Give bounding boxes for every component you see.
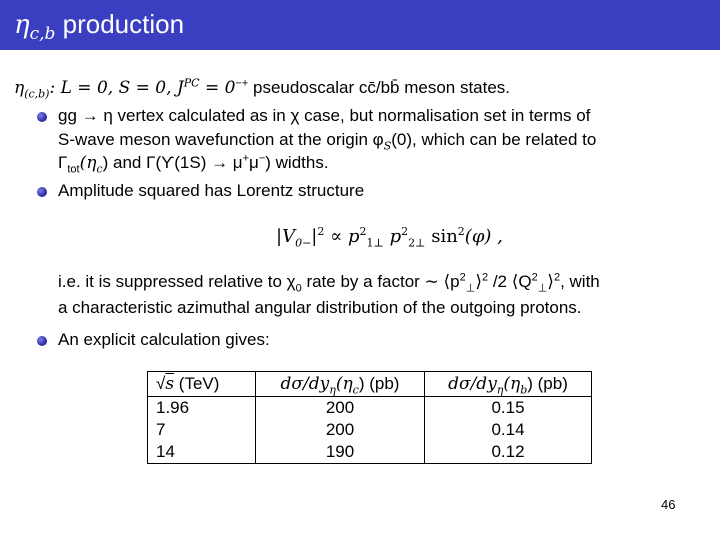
bullet-icon — [37, 336, 47, 346]
header-eta-b: $d\sigma/dy_\eta(\eta_b)$ (pb) — [425, 372, 592, 397]
header-eta-c: $d\sigma/dy_\eta(\eta_c)$ (pb) — [256, 372, 425, 397]
eta-c-cell: 200 — [256, 397, 425, 420]
suppression-line-1: i.e. it is suppressed relative to $\chi_0$ rate by a factor ∼ $⟨p^2_\perp⟩^2$ /2 $⟨Q^2_\perp⟩^2$, with — [58, 271, 600, 295]
page-number: 46 — [661, 497, 676, 512]
slide-title — [14, 9, 185, 45]
eta-c-cell: 190 — [256, 441, 425, 464]
table-row — [148, 397, 592, 420]
eta-b-cell: 0.15 — [425, 397, 592, 420]
eta-b-cell: 0.14 — [425, 419, 592, 441]
table-header-row — [148, 372, 592, 397]
cross-section-table — [147, 371, 592, 464]
title-text: production — [62, 9, 185, 39]
suppression-line-2: a characteristic azimuthal angular distribution of the outgoing protons. — [58, 298, 582, 317]
eta-c-cell: 200 — [256, 419, 425, 441]
title-subscript: c,b — [29, 24, 56, 45]
intro-line: $\eta_{(c,b)}$: L = 0, S = 0, $J^{PC} = 0^{-+}$ pseudoscalar cc̄/bb̄ meson states. — [14, 76, 511, 101]
table-row — [148, 441, 592, 464]
bullet-3-line-1: An explicit calculation gives: — [58, 330, 270, 349]
bullet-icon — [37, 112, 47, 122]
title-bar — [0, 0, 720, 50]
bullet-1-line-1: gg → η vertex calculated as in χ case, but normalisation set in terms of — [58, 106, 591, 125]
table-row — [148, 419, 592, 441]
bullet-1-line-2: S-wave meson wavefunction at the origin $\varphi_S(0)$, which can be related to — [58, 130, 597, 153]
lorentz-formula: $|V_{0-}|^2 \propto p^2_{1\perp}$ $p^2_{2\perp}$ $\sin^2(\varphi)$ , — [276, 225, 503, 250]
bullet-icon — [37, 187, 47, 197]
bullet-1-line-3: $\Gamma_{tot}(\eta_c)$ and Γ(ϒ(1S) → μ+μ−) widths. — [58, 152, 329, 176]
title-symbol: η — [14, 10, 30, 40]
energy-cell: 14 — [148, 441, 256, 464]
eta-b-cell: 0.12 — [425, 441, 592, 464]
energy-cell: 1.96 — [148, 397, 256, 420]
bullet-2-line-1: Amplitude squared has Lorentz structure — [58, 181, 365, 200]
energy-cell: 7 — [148, 419, 256, 441]
header-energy: √s (TeV) — [148, 372, 256, 397]
